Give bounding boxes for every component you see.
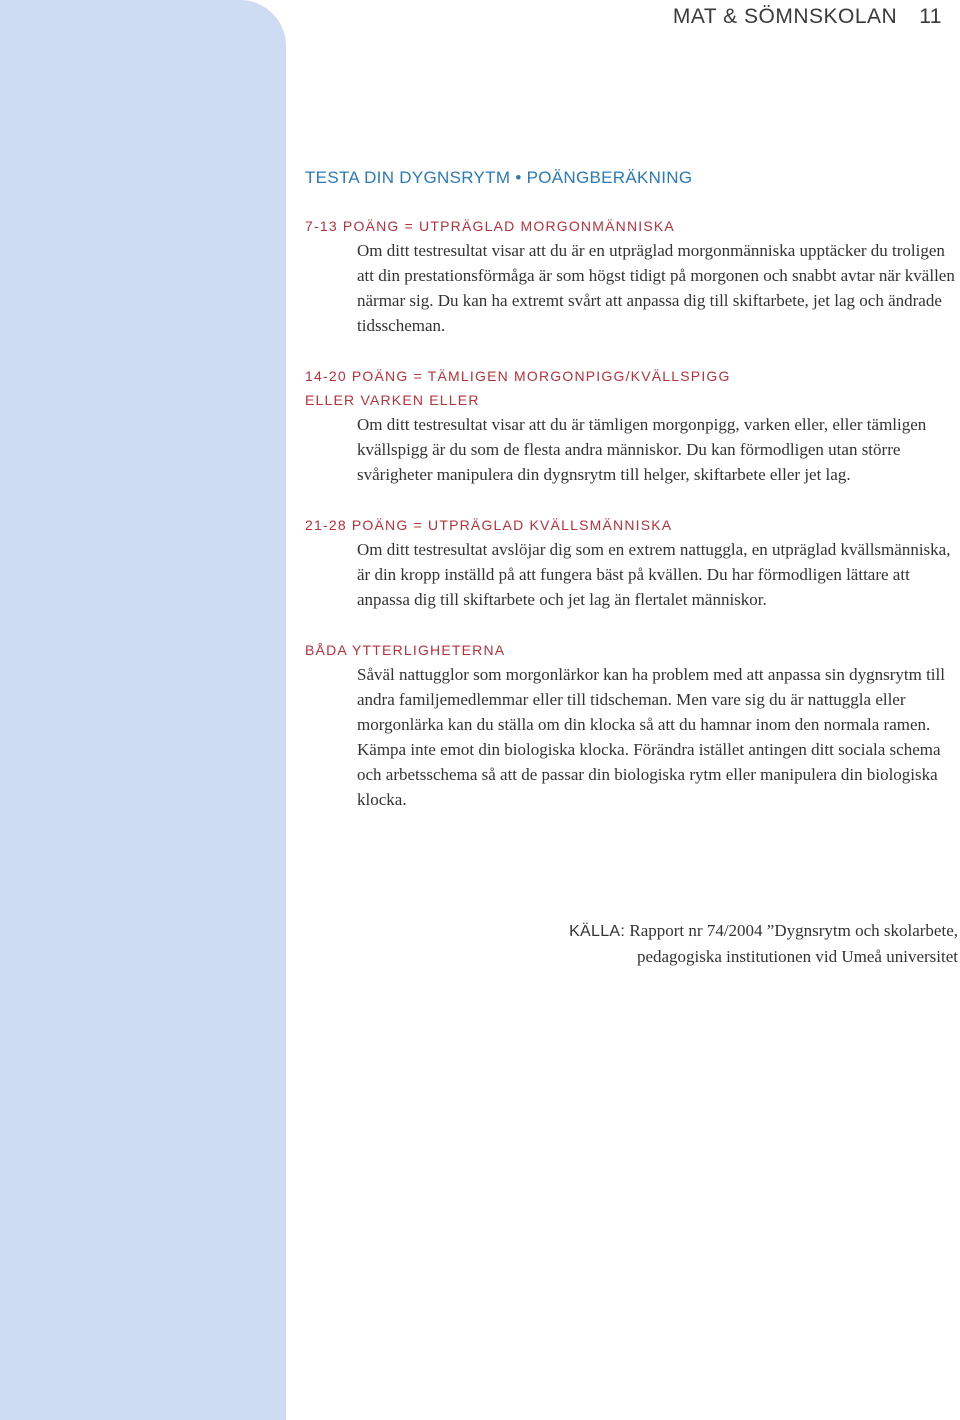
source-text-1: Rapport nr 74/2004 ”Dygnsrytm och skolarbete, xyxy=(629,921,958,940)
section-morning xyxy=(305,214,955,338)
section-heading-line2: ELLER VARKEN ELLER xyxy=(305,392,480,408)
section-heading: BÅDA YTTERLIGHETERNA xyxy=(305,642,506,658)
running-header xyxy=(673,0,942,32)
section-body: Såväl nattugglor som morgonlärkor kan ha problem med att anpassa sin dygnsrytm till andra familjemedlemmar eller till tidscheman. Men vare sig du är nattuggla eller morgonlärka kan du ställa om din klocka så att du hamnar inom den normala ramen. Kämpa inte emot din biologiska klocka. Förändra istället antingen ditt sociala schema och arbetsschema så att de passar din biologiska rytm eller manipulera din biologiska klocka. xyxy=(357,665,945,809)
section-heading: 21-28 POÄNG = UTPRÄGLAD KVÄLLSMÄNNISKA xyxy=(305,517,673,533)
section-body: Om ditt testresultat avslöjar dig som en extrem nattuggla, en utpräglad kvällsmänniska, är din kropp inställd på att fungera bäst på kvällen. Du har förmodligen lättare att anpassa dig till skiftarbete och jet lag än flertalet människor. xyxy=(357,540,951,609)
source-text-2: pedagogiska institutionen vid Umeå universitet xyxy=(636,947,958,966)
main-content xyxy=(305,168,955,838)
section-extremes xyxy=(305,638,955,812)
section-neither xyxy=(305,364,955,487)
side-band xyxy=(0,0,286,1420)
section-heading: 14-20 POÄNG = TÄMLIGEN MORGONPIGG/KVÄLLSPIGG xyxy=(305,368,731,384)
section-body: Om ditt testresultat visar att du är en utpräglad morgonmänniska upptäcker du troligen att din prestationsförmåga är som högst tidigt på morgonen och snabbt avtar när kvällen närmar sig. Du kan ha extremt svårt att anpassa dig till skiftarbete, jet lag och ändrade tidsscheman. xyxy=(357,241,955,335)
section-heading: 7-13 POÄNG = UTPRÄGLAD MORGONMÄNNISKA xyxy=(305,218,675,234)
source-citation xyxy=(569,918,958,969)
page-number: 11 xyxy=(919,5,942,28)
section-body: Om ditt testresultat visar att du är tämligen morgonpigg, varken eller, eller tämligen kvällspigg är du som de flesta andra människor. Du kan förmodligen utan större svårigheter manipulera din dygnsrytm till helger, skiftarbete eller jet lag. xyxy=(357,415,927,484)
section-evening xyxy=(305,513,955,612)
source-line-1 xyxy=(569,918,958,944)
page-title: TESTA DIN DYGNSRYTM • POÄNGBERÄKNING xyxy=(305,168,693,187)
running-title: MAT & SÖMNSKOLAN xyxy=(672,5,898,28)
source-label: KÄLLA: xyxy=(569,923,626,940)
